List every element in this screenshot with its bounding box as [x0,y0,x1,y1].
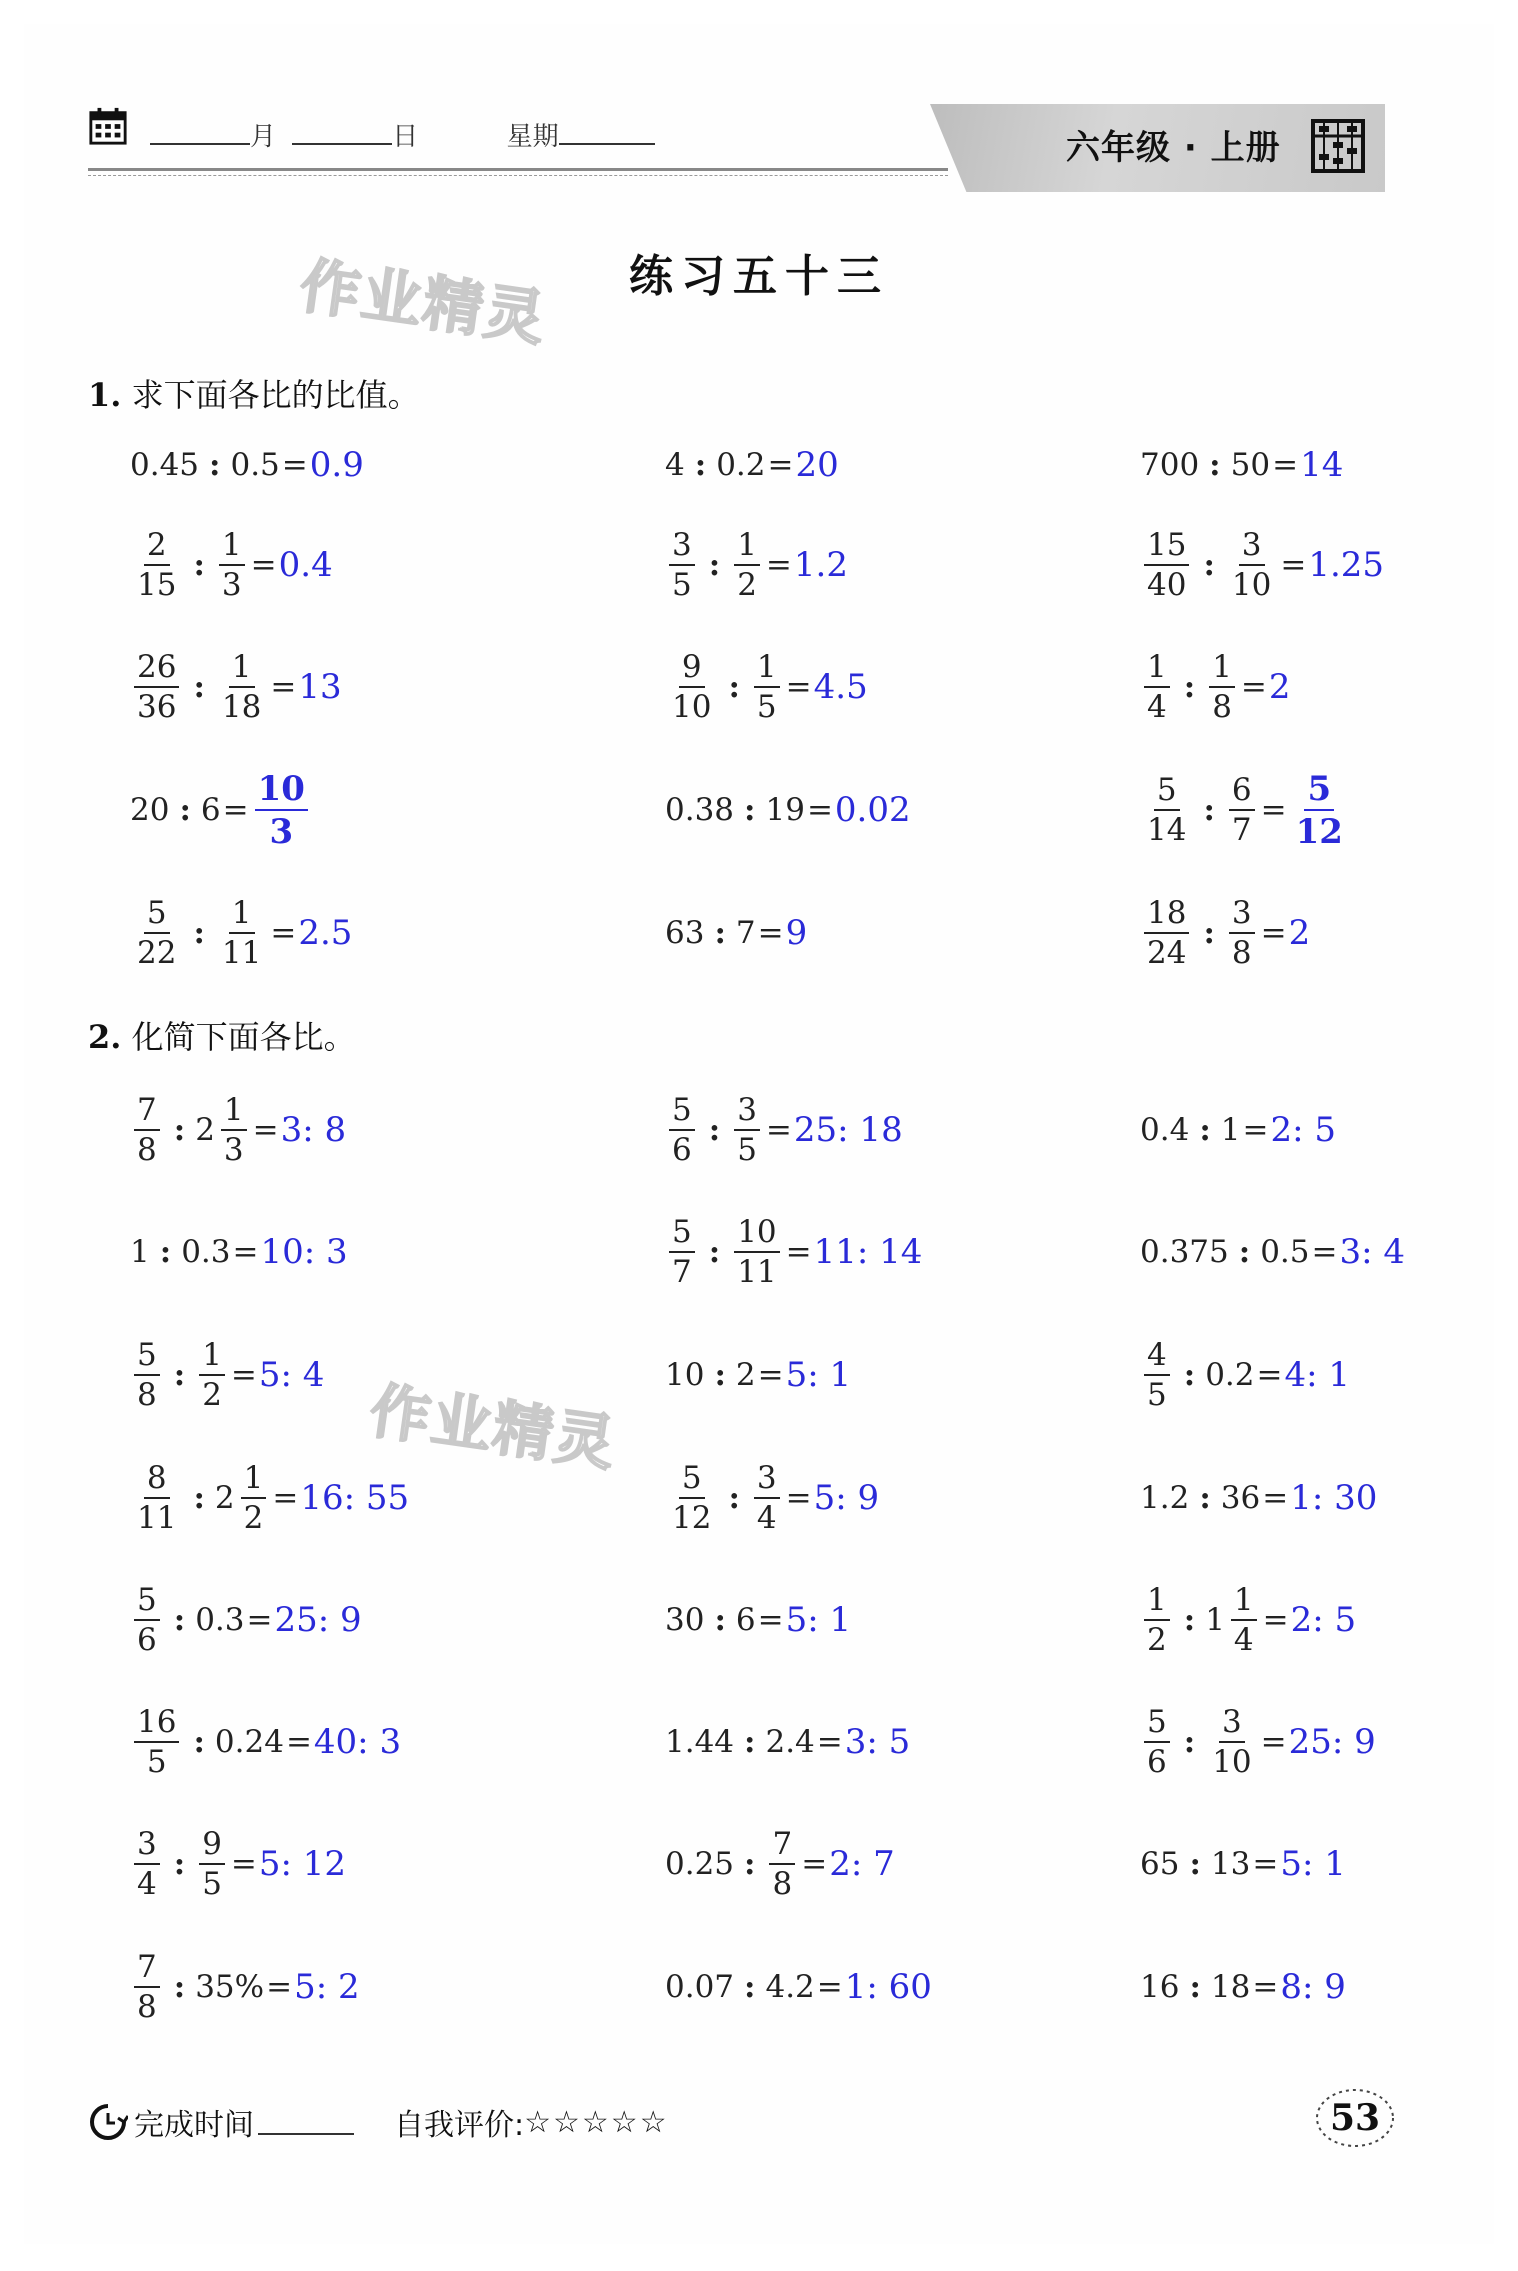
problem: $\frac{8}{11}$ : 2 $\frac{1}{2}$ = 16: 55 [137,1459,410,1536]
day-blank[interactable] [292,119,392,145]
problem: $\frac{5}{12}$ : $\frac{3}{4}$ = 5: 9 [672,1459,880,1536]
problem: $\frac{5}{22}$ : $\frac{1}{11}$ = 2.5 [137,894,353,971]
problem: $\frac{5}{7}$ : $\frac{10}{11}$ = 11: 14 [665,1207,922,1297]
problem: 1 : 0.3 = 10: 3 [130,1232,348,1272]
problem: $\frac{7}{8}$ : 2 $\frac{1}{3}$ = 3: 8 [130,1085,346,1175]
problem: $\frac{5}{6}$ : $\frac{3}{10}$ = 25: 9 [1140,1697,1376,1787]
problem: $\frac{1}{2}$ : 1 $\frac{1}{4}$ = 2: 5 [1140,1575,1356,1665]
clock-icon [88,2102,128,2142]
page-number: 53 [1329,2097,1381,2139]
problem: 16 : 18 = 8: 9 [1140,1967,1346,2007]
day-label: 日 [392,122,419,152]
problem: $\frac{26}{36}$ : $\frac{1}{18}$ = 13 [130,642,342,732]
problem: $\frac{5}{6}$ : $\frac{3}{5}$ = 25: 18 [665,1085,903,1175]
section-2-heading: 2. 化简下面各比。 [88,1018,356,1056]
rating-stars[interactable]: ☆☆☆☆☆ [524,2104,669,2140]
problem: 0.4 : 1 = 2: 5 [1140,1110,1337,1150]
month-blank[interactable] [150,119,250,145]
problem: 700 : 50 = 14 [1140,445,1344,485]
date-fields [150,116,655,153]
problem: $\frac{3}{4}$ : $\frac{9}{5}$ = 5: 12 [130,1819,346,1909]
problem: 10 : 2 = 5: 1 [665,1355,852,1395]
problem: 1.2 : 36 = 1: 30 [1140,1478,1378,1518]
problem: 65 : 13 = 5: 1 [1140,1844,1346,1884]
page-title: 练习五十三 [629,251,889,302]
problem: $\frac{9}{10}$ : $\frac{1}{5}$ = 4.5 [672,648,868,725]
problem: $\frac{7}{8}$ : 35% = 5: 2 [130,1942,360,2032]
problem: 1.44 : 2.4 = 3: 5 [665,1722,911,1762]
problem: $\frac{1}{4}$ : $\frac{1}{8}$ = 2 [1140,642,1291,732]
problem: $\frac{5}{8}$ : $\frac{1}{2}$ = 5: 4 [130,1330,324,1420]
abacus-icon [1310,118,1366,174]
header-rule-dashed [88,175,948,176]
problem: $\frac{3}{5}$ : $\frac{1}{2}$ = 1.2 [665,520,848,610]
time-blank[interactable] [258,2109,354,2135]
watermark: 作业精灵 [295,251,551,355]
calendar-icon [88,106,128,146]
problem: 63 : 7 = 9 [665,913,808,953]
problem: 0.07 : 4.2 = 1: 60 [665,1967,932,2007]
footer [88,2100,669,2144]
time-label: 完成时间 [134,2108,254,2143]
problem: 4 : 0.2 = 20 [665,445,839,485]
problem: $\frac{4}{5}$ : 0.2 = 4: 1 [1140,1330,1350,1420]
problem: $\frac{5}{14}$ : $\frac{6}{7}$ = $\frac{5}{12}$ [1147,768,1343,852]
header-rule [88,168,948,171]
problem: 0.38 : 19 = 0.02 [665,790,911,830]
problem: 0.25 : $\frac{7}{8}$ = 2: 7 [665,1825,895,1902]
problem: $\frac{18}{24}$ : $\frac{3}{8}$ = 2 [1140,888,1310,978]
eval-label: 自我评价: [394,2108,525,2143]
weekday-blank[interactable] [559,119,655,145]
problem: $\frac{16}{5}$ : 0.24 = 40: 3 [130,1697,401,1787]
problem: $\frac{5}{6}$ : 0.3 = 25: 9 [130,1575,362,1665]
month-label: 月 [250,122,277,152]
problem: 30 : 6 = 5: 1 [665,1600,852,1640]
problem: 20 : 6 = $\frac{10}{3}$ [130,765,312,855]
problem: $\frac{2}{15}$ : $\frac{1}{3}$ = 0.4 [137,526,333,603]
grade-label: 六年级 · 上册 [1066,128,1281,168]
problem: 0.45 : 0.5 = 0.9 [130,445,364,485]
problem: $\frac{15}{40}$ : $\frac{3}{10}$ = 1.25 [1140,520,1384,610]
section-1-heading: 1. 求下面各比的比值。 [88,376,420,414]
watermark: 作业精灵 [365,1376,621,1480]
problem: 0.375 : 0.5 = 3: 4 [1140,1232,1406,1272]
weekday-label: 星期 [506,122,559,152]
